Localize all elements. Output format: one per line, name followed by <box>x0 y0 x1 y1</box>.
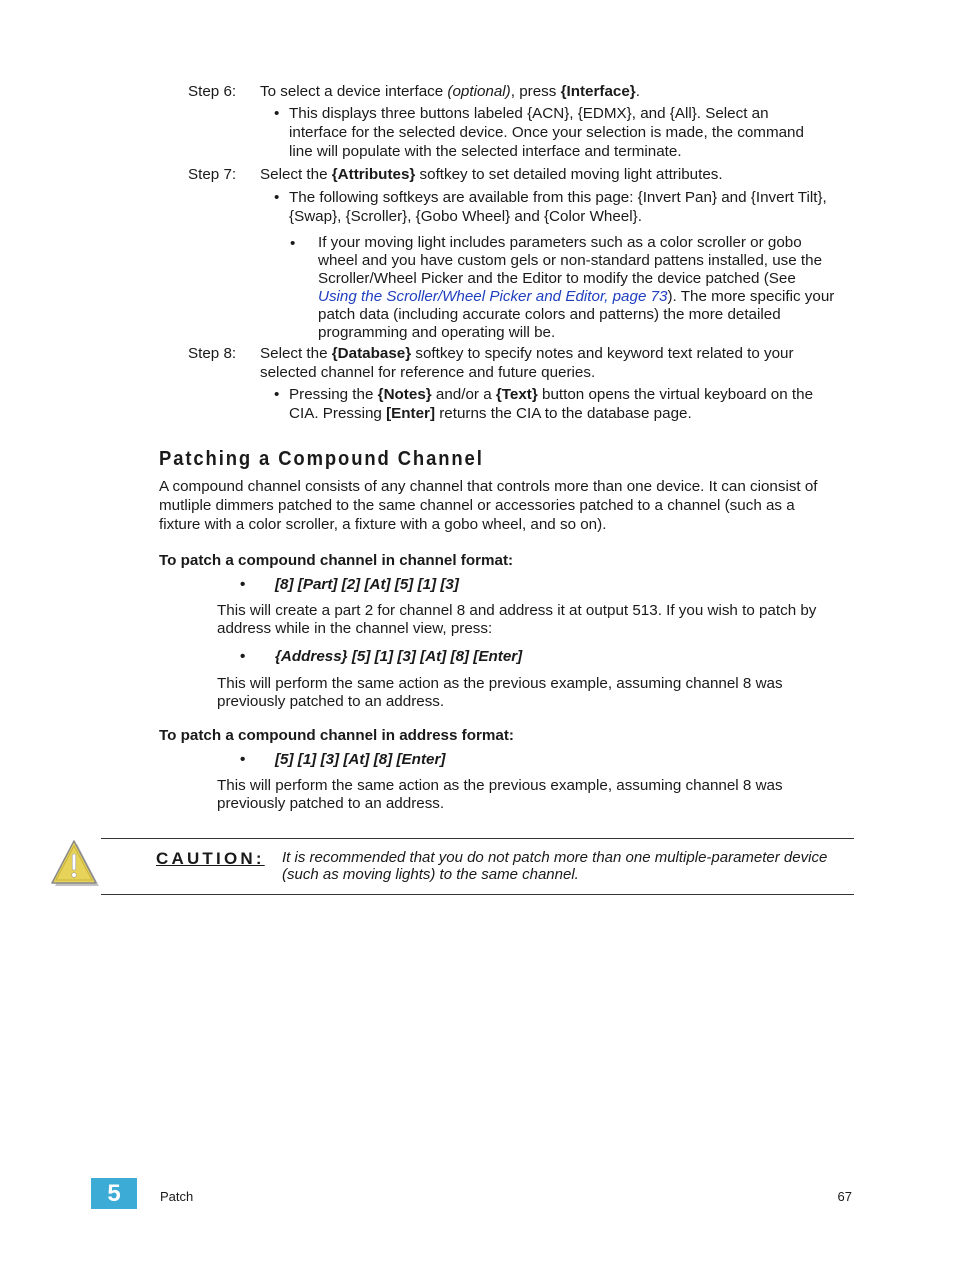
procedure-2-paragraph: This will perform the same action as the previous example, assuming channel 8 was previously patched to an address. <box>217 777 783 812</box>
section-heading: Patching a Compound Channel <box>159 447 484 470</box>
footer-section-name: Patch <box>160 1189 194 1204</box>
bullet-marker: • <box>240 576 246 593</box>
command-line-part: [8] [Part] [2] [At] [5] [1] [3] <box>275 576 459 593</box>
step-8-text: Select the {Database} softkey to specify notes and keyword text related to your selected channel for reference and future queries. <box>260 345 794 381</box>
procedure-heading-channel-format: To patch a compound channel in channel format: <box>159 552 514 569</box>
procedure-1-paragraph-2: This will perform the same action as the previous example, assuming channel 8 was previously patched to an address. <box>217 675 783 710</box>
command-line-address-format: [5] [1] [3] [At] [8] [Enter] <box>275 751 446 768</box>
step-7-label: Step 7: <box>188 166 237 183</box>
step-7-text: Select the {Attributes} softkey to set detailed moving light attributes. <box>260 166 723 183</box>
step-8-bullet: Pressing the {Notes} and/or a {Text} button opens the virtual keyboard on the CIA. Pressing [Enter] returns the CIA to the database page. <box>289 386 814 422</box>
footer-page-number: 67 <box>837 1189 852 1204</box>
caution-text: It is recommended that you do not patch more than one multiple-parameter device (such as moving lights) to the same channel. <box>282 849 828 883</box>
procedure-1-paragraph-1: This will create a part 2 for channel 8 and address it at output 513. If you wish to patch by address while in the channel view, press: <box>217 602 817 637</box>
caution-bottom-rule <box>101 894 854 895</box>
bullet-marker: • <box>240 648 246 665</box>
scroller-wheel-picker-link[interactable]: Using the Scroller/Wheel Picker and Editor, page 73 <box>318 288 668 305</box>
step-6-text: To select a device interface (optional), press {Interface}. <box>260 83 640 100</box>
step-7-bullet: The following softkeys are available from this page: {Invert Pan} and {Invert Tilt}, {Swap}, {Scroller}, {Gobo Wheel} and {Color Wheel}. <box>289 189 827 225</box>
bullet-marker: • <box>274 386 280 403</box>
sub-bullet-marker: • <box>290 235 296 252</box>
bullet-marker: • <box>274 189 280 206</box>
bullet-marker: • <box>240 751 246 768</box>
procedure-heading-address-format: To patch a compound channel in address format: <box>159 727 514 744</box>
caution-icon <box>50 838 100 888</box>
caution-label: CAUTION: <box>156 849 265 868</box>
chapter-number-badge: 5 <box>91 1178 137 1209</box>
step-6-label: Step 6: <box>188 83 237 100</box>
step-7-sub-bullet: If your moving light includes parameters such as a color scroller or gobo wheel and you have custom gels or non-standard pattens installed, use the Scroller/Wheel Picker and the Editor to modify the device patched (See Using the Scroller/Wheel Picker and Editor, page 73). The more specific your patch data (including accurate colors and patterns) the more detailed programming and operating will be. <box>318 234 835 341</box>
caution-top-rule <box>101 838 854 839</box>
step-8-label: Step 8: <box>188 345 237 362</box>
command-line-address: {Address} [5] [1] [3] [At] [8] [Enter] <box>275 648 523 665</box>
step-6-bullet: This displays three buttons labeled {ACN}, {EDMX}, and {All}. Select an interface for the selected device. Once your selection is made, the command line will populate with the selected interface and terminate. <box>289 105 804 160</box>
intro-paragraph: A compound channel consists of any channel that controls more than one device. It can cionsist of mutliple dimmers patched to the same channel or accessories patched to a channel (such as a fixture with a color scroller, a fixture with a gobo wheel, and so on). <box>159 478 818 533</box>
bullet-marker: • <box>274 105 280 122</box>
